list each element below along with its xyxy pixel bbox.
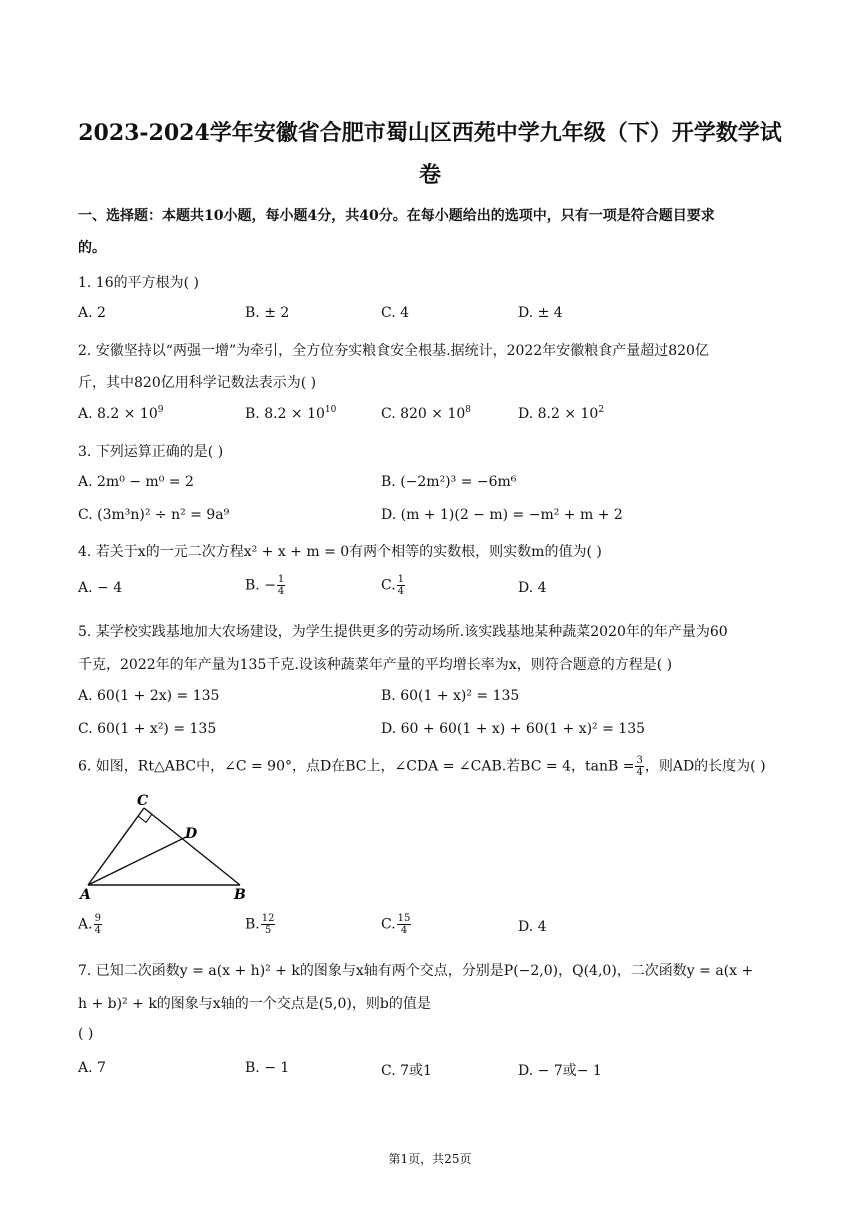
- q6-side-cb: [144, 808, 240, 885]
- q1-stem: 1. 16的平方根为( ): [78, 275, 199, 291]
- q5-option-c: C. 60(1 + x²) = 135: [78, 721, 217, 737]
- q1-option-b: B. ± 2: [245, 305, 290, 321]
- q5-stem-line1: 5. 某学校实践基地加大农场建设，为学生提供更多的劳动场所.该实践基地某种蔬菜2020年的年产量为60: [78, 624, 728, 640]
- q6-label-a: A: [80, 887, 91, 903]
- q3-option-d: D. (m + 1)(2 − m) = −m² + m + 2: [381, 507, 623, 523]
- q4-option-d: D. 4: [518, 580, 547, 596]
- q7-option-b: B. − 1: [245, 1060, 290, 1076]
- q6-right-angle-mark: [138, 814, 152, 822]
- q4-stem: 4. 若关于x的一元二次方程x² + x + m = 0有两个相等的实数根，则实数m的值为( ): [78, 544, 602, 560]
- q7-stem-line1: 7. 已知二次函数y = a(x + h)² + k的图象与x轴有两个交点，分别是P(−2,0)，Q(4,0)，二次函数y = a(x +: [78, 963, 754, 979]
- q2-option-b: B. $8.2 \times 10^{10}$: [245, 405, 337, 422]
- exam-title-line1: 2023-2024学年安徽省合肥市蜀山区西苑中学九年级（下）开学数学试: [78, 120, 782, 146]
- q7-option-c: C. 7或1: [381, 1063, 432, 1079]
- section-heading-line2: 的。: [78, 240, 106, 256]
- q5-option-b: B. 60(1 + x)² = 135: [381, 688, 520, 704]
- q6-option-c: C. $\frac{15}{4}$: [381, 913, 411, 936]
- q1-option-d: D. ± 4: [518, 305, 563, 321]
- q7-option-a: A. 7: [78, 1060, 106, 1076]
- q6-label-b: B: [234, 887, 246, 903]
- q1-option-c: C. 4: [381, 305, 410, 321]
- q7-option-d: D. − 7或− 1: [518, 1063, 602, 1079]
- q1-option-a: A. 2: [78, 305, 106, 321]
- q6-label-c: C: [137, 793, 149, 809]
- q3-option-c: C. (3m³n)² ÷ n² = 9a⁹: [78, 507, 230, 523]
- q7-stem-line3: ( ): [78, 1026, 94, 1042]
- page-footer: 第1页，共25页: [388, 1152, 472, 1166]
- q6-option-a: A. $\frac{9}{4}$: [78, 913, 101, 936]
- q4-option-a: A. − 4: [78, 580, 123, 596]
- q6-segment-ad: [88, 837, 186, 885]
- q6-stem: 6. 如图，Rt△ABC中，∠C = 90°，点D在BC上，∠CDA = ∠CAB.若BC = 4，tanB = $\frac{3}{4}$ ，则AD的长度为( ): [78, 755, 766, 778]
- q2-stem-line1: 2. 安徽坚持以“两强一增”为牵引，全方位夯实粮食安全根基.据统计，2022年安徽粮食产量超过820亿: [78, 343, 709, 359]
- q6-label-d: D: [185, 826, 198, 842]
- q3-stem: 3. 下列运算正确的是( ): [78, 444, 224, 460]
- q3-option-a: A. 2m⁰ − m⁰ = 2: [78, 474, 194, 490]
- section-heading-line1: 一、选择题：本题共10小题，每小题4分，共40分。在每小题给出的选项中，只有一项是符合题目要求: [78, 208, 715, 224]
- q2-option-c: C. $820 \times 10^8$: [381, 405, 472, 422]
- q4-option-c: C. $\frac{1}{4}$: [381, 574, 405, 597]
- q5-option-d: D. 60 + 60(1 + x) + 60(1 + x)² = 135: [381, 721, 646, 737]
- q3-option-b: B. (−2m²)³ = −6m⁶: [381, 474, 517, 490]
- q2-option-d: D. $8.2 \times 10^2$: [518, 405, 605, 422]
- q7-stem-line2: h + b)² + k的图象与x轴的一个交点是(5,0)，则b的值是: [78, 996, 431, 1012]
- q6-option-d: D. 4: [518, 919, 547, 935]
- q5-stem-line2: 千克，2022年的年产量为135千克.设该种蔬菜年产量的平均增长率为x，则符合题意的方程是( ): [78, 657, 673, 673]
- q5-option-a: A. 60(1 + 2x) = 135: [78, 688, 220, 704]
- q6-option-b: B. $\frac{12}{5}$: [245, 913, 275, 936]
- q6-side-ac: [88, 808, 144, 885]
- exam-title-line2: 卷: [418, 162, 441, 188]
- q6-triangle-figure: [76, 790, 256, 905]
- q2-stem-line2: 斤，其中820亿用科学记数法表示为( ): [78, 375, 317, 391]
- q2-option-a: A. $8.2 \times 10^9$: [78, 405, 164, 422]
- q4-option-b: B. − $\frac{1}{4}$: [245, 574, 285, 597]
